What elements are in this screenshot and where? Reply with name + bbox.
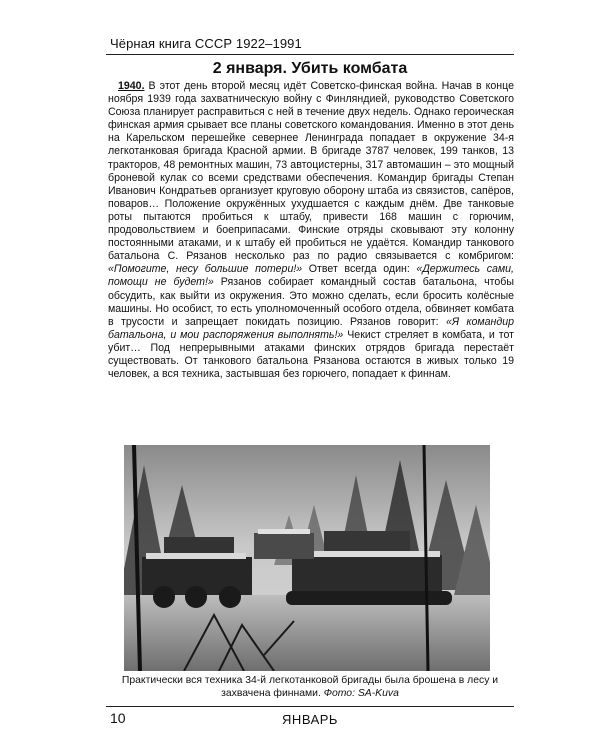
caption-text: Практически вся техника 34-й легкотанковой бригады была брошена в лесу и захвачена финнами. [121, 675, 499, 699]
footer-rule [106, 706, 514, 707]
quote-run: «Помогите, несу большие потери!» [108, 263, 303, 276]
background-vehicle [254, 529, 314, 559]
photo-credit: Фото: SA-Kuva [323, 688, 399, 699]
text-run: В этот день второй месяц идёт Советско-финская война. Начав в конце ноября 1939 года захватническую войну с Финляндией, руководство Советского Союза планирует расправиться с ней в течение двух недель. Однако героическая финская армия срывает все планы советского командования. Именно в этот день на Карельском перешейке севернее Ленинграда попадает в окружение 34-я легкотанковая бригада Красной армии. В бригаде 3787 человек, 199 танков, 13 тракторов, 48 ремонтных машин, 73 автоцистерны, 317 автомашин – это мощный броневой кулак со всеми средствами обеспечения. Командир бригады Степан Иванович Кондратьев организует круговую оборону штаба из связистов, сапёров, поваров… Положение окружённых ухудшается с каждым днём. Две танковые роты пытаются пробиться к штабу, привести 168 машин с горючим, продовольствием и боеприпасами. Финские отряды сковывают эту колонну постоянными атаками, и к штабу ей пробиться не удаётся. Командир танкового батальона С. Рязанов несколько раз по радио связывается с комбригом: [108, 80, 514, 263]
article-body [108, 80, 514, 381]
footer-month: ЯНВАРЬ [282, 712, 338, 727]
quote-run: «Я командир батальона, и мои распоряжения выполнять!» [108, 315, 514, 341]
page-number: 10 [110, 710, 126, 726]
header-rule [106, 54, 514, 55]
snow-ground [124, 595, 490, 671]
photo-abandoned-vehicles [124, 445, 490, 671]
text-run: Чекист стреляет в комбата, и тот убит… Под непрерывными атаками финских отрядов бригада перестаёт существовать. От танкового батальона Рязанова остаются в живых только 19 человек, а вся техника, застывшая без горючего, попадает к финнам. [108, 328, 514, 381]
text-run: Рязанов собирает командный состав батальона, чтобы обсудить, как выйти из окружения. Это можно сделать, если бросить колёсные машины. Но особист, то есть уполномоченный особого отдела, обвиняет комбата в трусости и запрещает покидать позицию. Рязанов говорит: [108, 276, 514, 328]
year-label: 1940. [118, 80, 145, 92]
quote-run: «Держитесь сами, помощи не будет!» [108, 263, 515, 289]
text-run: Ответ всегда один: [302, 263, 417, 276]
photo-caption [112, 674, 508, 700]
running-head: Чёрная книга СССР 1922–1991 [110, 36, 302, 51]
article-title: 2 января. Убить комбата [212, 60, 408, 77]
article-paragraph [108, 80, 514, 381]
